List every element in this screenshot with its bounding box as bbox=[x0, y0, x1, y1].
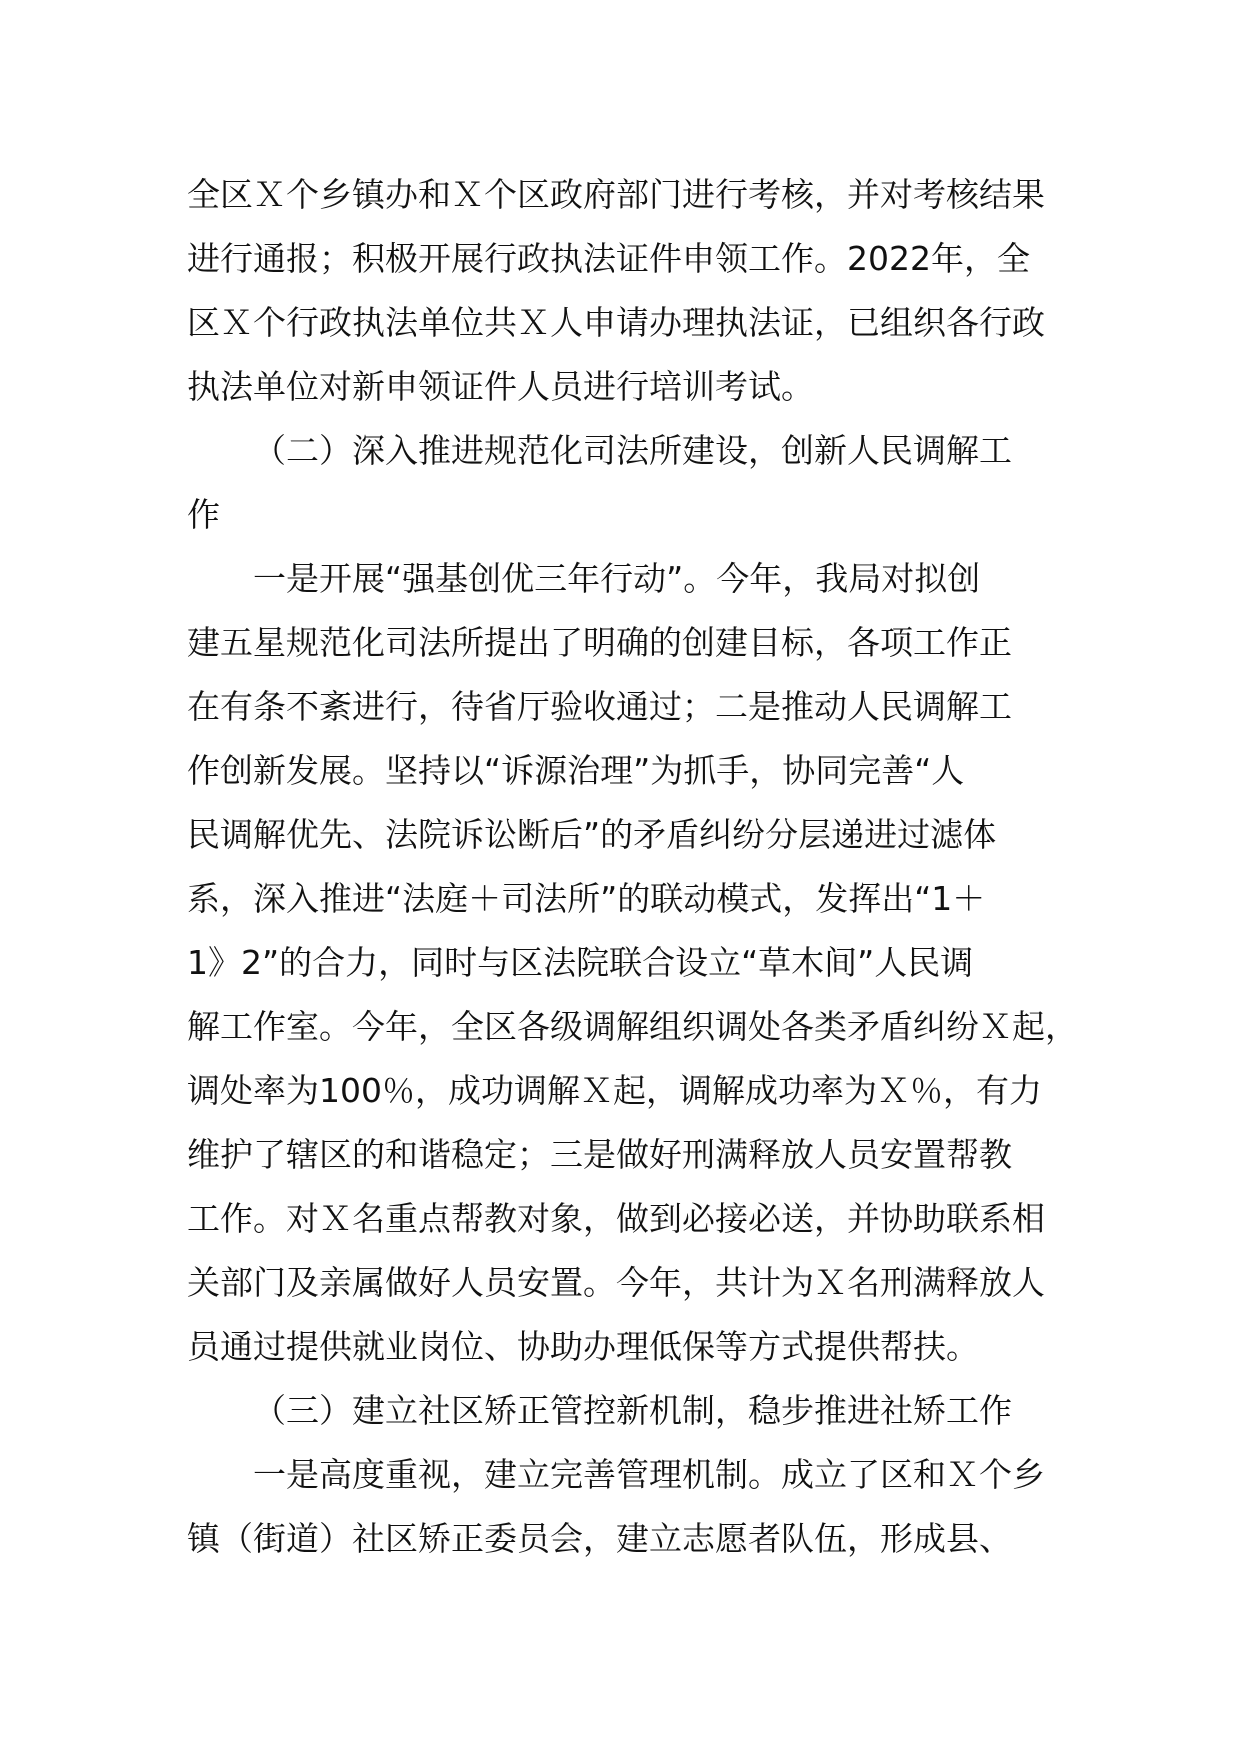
text-line: 一是高度重视，建立完善管理机制。成立了区和Ｘ个乡 bbox=[253, 1455, 1045, 1494]
text-line: 员通过提供就业岗位、协助办理低保等方式提供帮扶。 bbox=[187, 1327, 979, 1366]
text-line: 工作。对Ｘ名重点帮教对象，做到必接必送，并协助联系相 bbox=[187, 1199, 1045, 1238]
text-line: 作创新发展。坚持以“诉源治理”为抓手，协同完善“人 bbox=[187, 751, 965, 790]
text-line: 一是开展“强基创优三年行动”。今年，我局对拟创 bbox=[253, 559, 981, 598]
text-line: 执法单位对新申领证件人员进行培训考试。 bbox=[187, 367, 814, 406]
section-heading-2: （二）深入推进规范化司法所建设，创新人民调解工 bbox=[253, 431, 1012, 470]
text-line: 全区Ｘ个乡镇办和Ｘ个区政府部门进行考核，并对考核结果 bbox=[187, 175, 1045, 214]
document-body bbox=[187, 163, 1077, 1571]
section-heading-2-continued: 作 bbox=[187, 495, 220, 534]
text-line: 建五星规范化司法所提出了明确的创建目标，各项工作正 bbox=[187, 623, 1012, 662]
text-line: 解工作室。今年，全区各级调解组织调处各类矛盾纠纷Ｘ起， bbox=[187, 1007, 1078, 1046]
text-line: 系，深入推进“法庭＋司法所”的联动模式，发挥出“1＋ bbox=[187, 879, 986, 918]
text-line: 1》2”的合力，同时与区法院联合设立“草木间”人民调 bbox=[187, 943, 974, 982]
section-heading-3: （三）建立社区矫正管控新机制，稳步推进社矫工作 bbox=[253, 1391, 1012, 1430]
text-line: 进行通报；积极开展行政执法证件申领工作。2022年，全 bbox=[187, 239, 1030, 278]
text-line: 区Ｘ个行政执法单位共Ｘ人申请办理执法证，已组织各行政 bbox=[187, 303, 1045, 342]
text-line: 镇（街道）社区矫正委员会，建立志愿者队伍，形成县、 bbox=[187, 1519, 1012, 1558]
text-line: 维护了辖区的和谐稳定；三是做好刑满释放人员安置帮教 bbox=[187, 1135, 1012, 1174]
text-line: 在有条不紊进行，待省厅验收通过；二是推动人民调解工 bbox=[187, 687, 1012, 726]
text-line: 民调解优先、法院诉讼断后”的矛盾纠纷分层递进过滤体 bbox=[187, 815, 997, 854]
text-line: 关部门及亲属做好人员安置。今年，共计为Ｘ名刑满释放人 bbox=[187, 1263, 1045, 1302]
text-line: 调处率为100％，成功调解Ｘ起，调解成功率为Ｘ％，有力 bbox=[187, 1071, 1042, 1110]
